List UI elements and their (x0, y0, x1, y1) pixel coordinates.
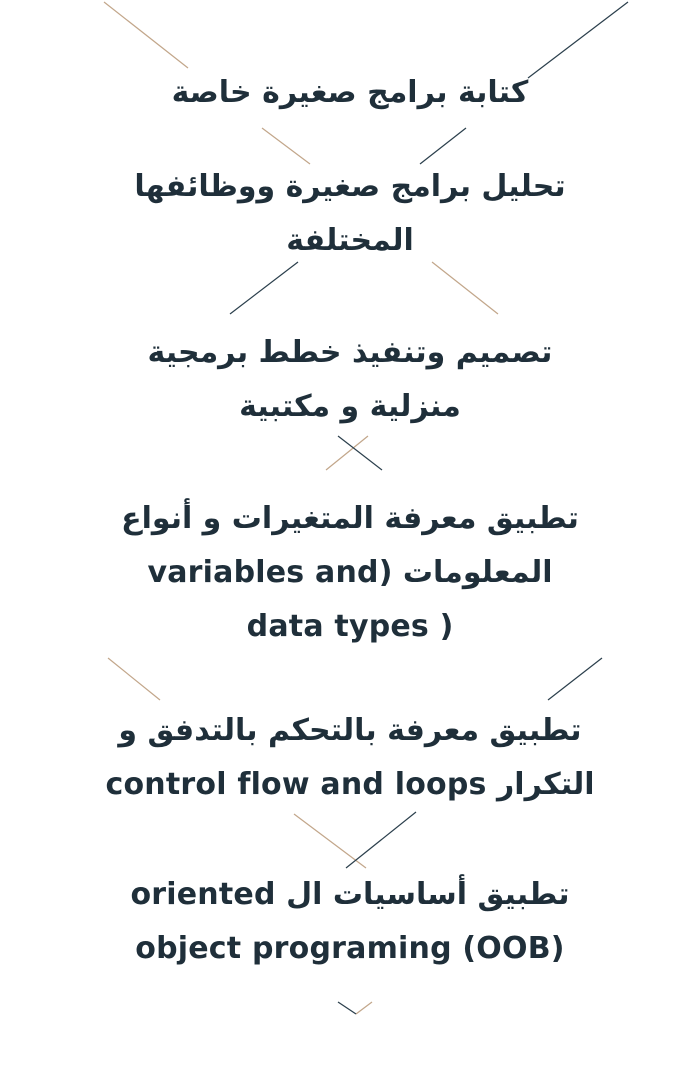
outcome-item-object-oriented-programming: تطبيق أساسيات ال oriented object programing (OOB) (130, 877, 570, 966)
connector-1-2 (262, 128, 466, 164)
outcome-item-write-small-programs: كتابة برامج صغيرة خاصة (171, 75, 529, 110)
connector-line-gold (104, 2, 188, 68)
connector-4-5 (108, 658, 602, 700)
connector-line-dark (338, 1002, 356, 1014)
connector-line-gold (326, 436, 368, 470)
connector-line-gold (294, 814, 366, 868)
outcome-item-analyze-programs: تحليل برامج صغيرة ووظائفها المختلفة (134, 169, 566, 258)
connector-5-6 (294, 812, 416, 868)
connector-line-dark (420, 128, 466, 164)
connector-line-dark (230, 262, 298, 314)
connector-line-dark (338, 436, 382, 470)
connector-line-dark (346, 812, 416, 868)
connector-3-4 (326, 436, 382, 470)
connector-line-gold (262, 128, 310, 164)
connector-line-gold (432, 262, 498, 314)
outcome-item-variables-data-types: تطبيق معرفة المتغيرات و أنواع المعلومات (variables and data types ) (121, 501, 579, 644)
connector-line-gold (356, 1002, 372, 1014)
connector-bottom (338, 1002, 372, 1014)
connector-line-gold (108, 658, 160, 700)
outcome-item-design-implement-plans: تصميم وتنفيذ خطط برمجية منزلية و مكتبية (147, 335, 553, 424)
connector-2-3 (230, 262, 498, 314)
outcome-item-control-flow-loops: تطبيق معرفة بالتحكم بالتدفق و التكرار control flow and loops (105, 713, 595, 802)
connector-line-dark (548, 658, 602, 700)
